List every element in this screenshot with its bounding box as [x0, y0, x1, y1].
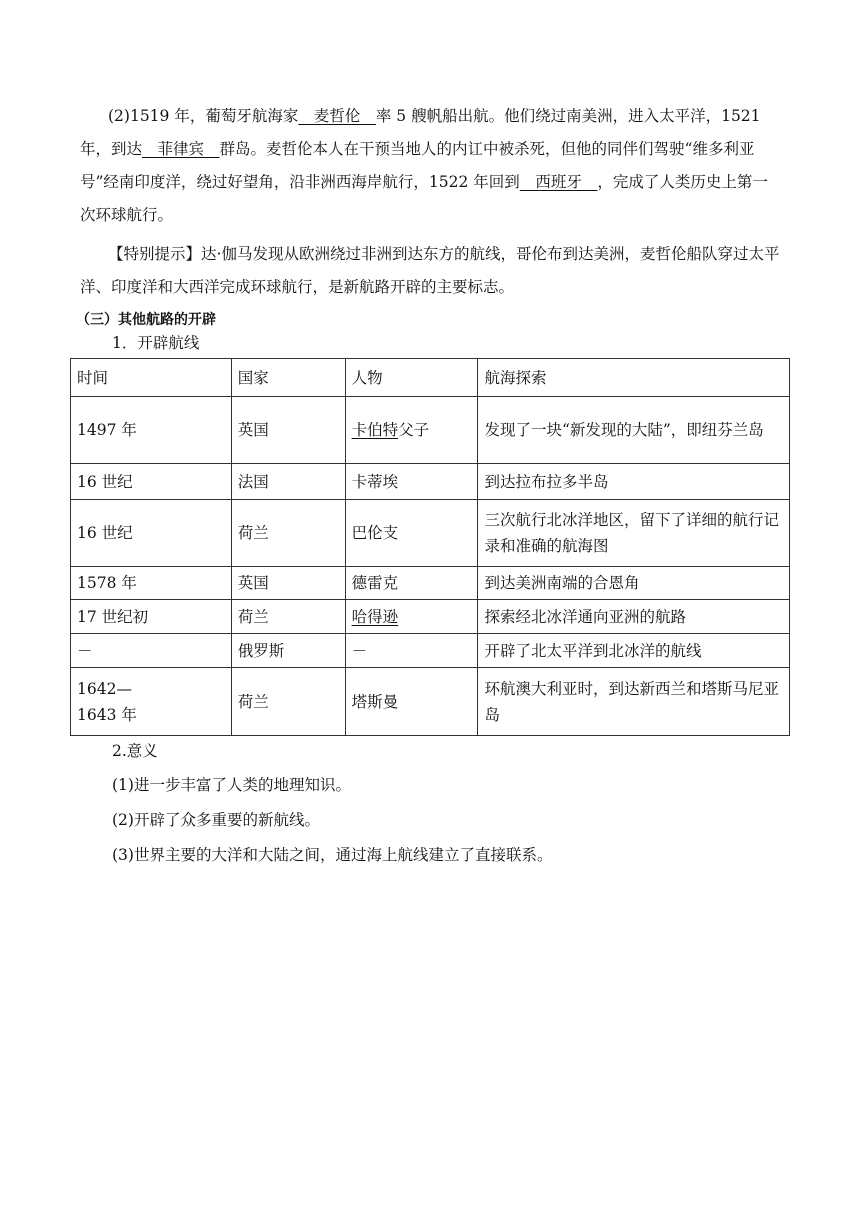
header-time: 时间	[71, 359, 232, 397]
tip-text: 达·伽马发现从欧洲绕过非洲到达东方的航线，哥伦布到达美洲，麦哲伦船队穿过太平洋、印度洋和大西洋完成环球航行，是新航路开辟的主要标志。	[80, 245, 780, 296]
table-row	[71, 634, 790, 668]
cell-time: 16 世纪	[71, 464, 232, 500]
cell-country: 英国	[231, 397, 345, 464]
person-suffix: 父子	[398, 421, 430, 439]
special-tip-paragraph	[80, 238, 780, 304]
cell-country: 英国	[231, 567, 345, 600]
table-header-row	[71, 359, 790, 397]
cell-person	[345, 397, 478, 464]
time-line-1: 1642—	[77, 679, 132, 698]
section-title: （三）其他航路的开辟	[76, 312, 216, 328]
fill-blank-spain: __西班牙__	[519, 173, 598, 191]
text-segment: ，完成了人类历史上第一次环球航行。	[80, 173, 768, 224]
cell-country: 荷兰	[231, 668, 345, 736]
table-row	[71, 464, 790, 500]
cell-exploration: 到达美洲南端的合恩角	[478, 567, 790, 600]
text-segment: 率 5 艘帆船出航。他们绕过南美洲，进入太平洋，1521 年，到达	[80, 107, 761, 158]
cell-country: 法国	[231, 464, 345, 500]
fill-blank-philippines: __菲律宾__	[142, 140, 220, 158]
cell-time	[71, 668, 232, 736]
cell-person: －	[345, 634, 478, 668]
cell-exploration: 发现了一块“新发现的大陆”，即纽芬兰岛	[478, 397, 790, 464]
cell-time: 17 世纪初	[71, 600, 232, 634]
person-name: 卡伯特	[351, 421, 399, 439]
table-row	[71, 567, 790, 600]
magellan-paragraph	[80, 100, 780, 232]
person-name: 哈得逊	[351, 607, 399, 626]
cell-person: 德雷克	[345, 567, 478, 600]
header-country: 国家	[231, 359, 345, 397]
header-person: 人物	[345, 359, 478, 397]
cell-exploration: 环航澳大利亚时，到达新西兰和塔斯马尼亚岛	[478, 668, 790, 736]
header-exploration: 航海探索	[478, 359, 790, 397]
table-row	[71, 668, 790, 736]
fill-blank-magellan: __麦哲伦__	[298, 107, 376, 125]
meaning-item: (1)进一步丰富了人类的地理知识。	[112, 776, 351, 794]
navigation-routes-table	[70, 358, 790, 736]
cell-time: 16 世纪	[71, 500, 232, 567]
cell-exploration: 到达拉布拉多半岛	[478, 464, 790, 500]
subsection-routes-title: 1．开辟航线	[112, 334, 200, 352]
cell-person: 卡蒂埃	[345, 464, 478, 500]
cell-country: 俄罗斯	[231, 634, 345, 668]
cell-time: 1497 年	[71, 397, 232, 464]
tip-label: 【特别提示】	[108, 245, 202, 263]
cell-time: 1578 年	[71, 567, 232, 600]
meaning-item: (3)世界主要的大洋和大陆之间，通过海上航线建立了直接联系。	[112, 846, 553, 864]
cell-exploration: 探索经北冰洋通向亚洲的航路	[478, 600, 790, 634]
cell-person	[345, 600, 478, 634]
meaning-item: (2)开辟了众多重要的新航线。	[112, 811, 320, 829]
text-segment: (2)1519 年，葡萄牙航海家	[108, 107, 299, 125]
time-line-2: 1643 年	[77, 705, 137, 724]
table-row	[71, 600, 790, 634]
cell-time: －	[71, 634, 232, 668]
cell-exploration: 开辟了北太平洋到北冰洋的航线	[478, 634, 790, 668]
cell-person: 巴伦支	[345, 500, 478, 567]
cell-exploration: 三次航行北冰洋地区，留下了详细的航行记录和准确的航海图	[478, 500, 790, 567]
cell-country: 荷兰	[231, 500, 345, 567]
table-row	[71, 500, 790, 567]
cell-person: 塔斯曼	[345, 668, 478, 736]
table-row	[71, 397, 790, 464]
cell-country: 荷兰	[231, 600, 345, 634]
text-segment: 群岛。麦哲伦本人在干预当地人的内讧中被杀死，但他的同伴们驾驶“维多利亚号”经南印度洋，绕过好望角，沿非洲西海岸航行，1522 年回到	[80, 140, 755, 191]
subsection-meaning-title: 2.意义	[112, 742, 158, 760]
